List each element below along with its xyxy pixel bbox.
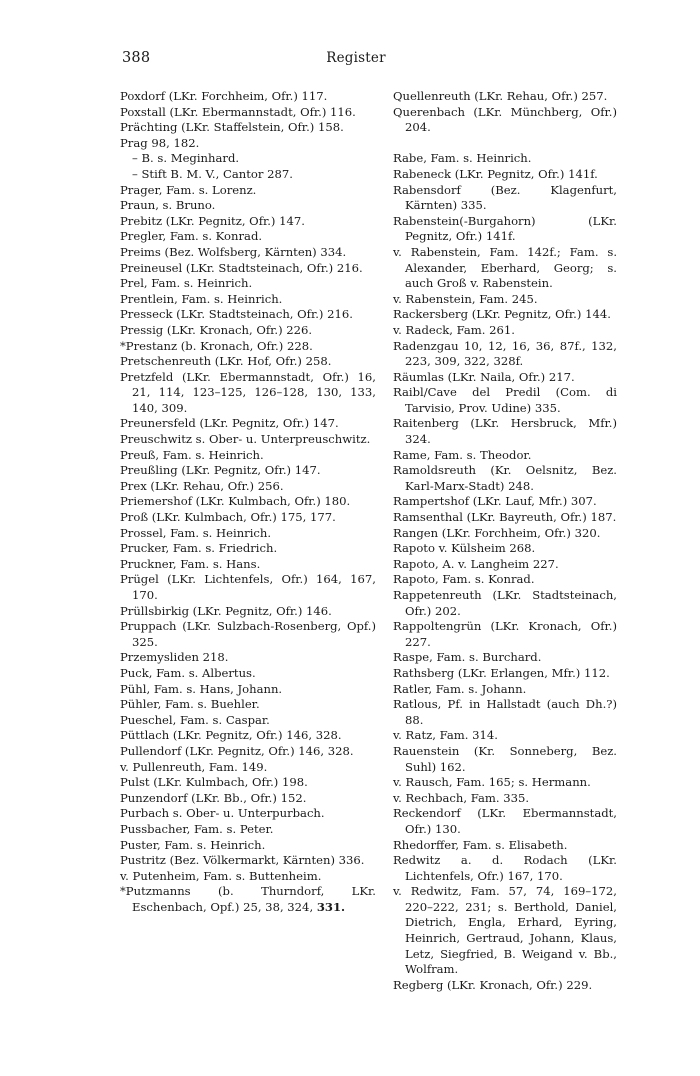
- index-entry: Prucker, Fam. s. Friedrich.: [120, 541, 278, 556]
- running-head: Register: [326, 50, 386, 66]
- index-entry: Prentlein, Fam. s. Heinrich.: [120, 291, 283, 306]
- index-entry: Reckendorf (LKr. Ebermannstadt, Ofr.) 130.: [393, 806, 617, 836]
- index-entry: v. Rechbach, Fam. 335.: [393, 790, 530, 805]
- index-entry: Prossel, Fam. s. Heinrich.: [120, 525, 272, 540]
- index-entry: Przemysliden 218.: [120, 650, 229, 665]
- index-entry-text: *Putzmanns (b. Thurndorf, LKr. Eschenbach, Opf.) 25, 38, 324,: [120, 884, 376, 914]
- page-number: 388: [122, 50, 151, 66]
- index-subentry: – B. s. Meginhard.: [132, 151, 240, 166]
- index-entry: Rabensdorf (Bez. Klagenfurt, Kärnten) 335.: [393, 182, 617, 213]
- index-entry: Rapoto, Fam. s. Konrad.: [393, 572, 535, 587]
- index-entry: Räumlas (LKr. Naila, Ofr.) 217.: [393, 369, 575, 384]
- index-entry: Pressig (LKr. Kronach, Ofr.) 226.: [120, 322, 313, 337]
- index-entry: Raitenberg (LKr. Hersbruck, Mfr.) 324.: [393, 416, 617, 447]
- index-entry: Prüllsbirkig (LKr. Pegnitz, Ofr.) 146.: [120, 603, 332, 618]
- index-entry: Preuß, Fam. s. Heinrich.: [120, 447, 264, 462]
- index-entry: v. Ratz, Fam. 314.: [393, 728, 498, 743]
- index-entry: Puck, Fam. s. Albertus.: [120, 665, 256, 680]
- index-entry: Prex (LKr. Rehau, Ofr.) 256.: [120, 478, 284, 493]
- page-header: [122, 50, 590, 70]
- index-entry: Pregler, Fam. s. Konrad.: [120, 229, 263, 244]
- index-entry: Rappetenreuth (LKr. Stadtsteinach, Ofr.) 202.: [393, 588, 617, 618]
- index-entry: Rackersberg (LKr. Pegnitz, Ofr.) 144.: [393, 307, 611, 322]
- index-entry: Regberg (LKr. Kronach, Ofr.) 229.: [393, 977, 593, 992]
- index-entry: v. Rausch, Fam. 165; s. Hermann.: [393, 775, 591, 790]
- index-entry: Pretzfeld (LKr. Ebermannstadt, Ofr.) 16, 21, 114, 123–125, 126–128, 130, 133, 140, 309.: [120, 369, 376, 415]
- index-entry: Rappoltengrün (LKr. Kronach, Ofr.) 227.: [393, 619, 617, 649]
- index-entry: Prager, Fam. s. Lorenz.: [120, 182, 257, 197]
- index-entry: Puster, Fam. s. Heinrich.: [120, 837, 266, 852]
- index-entry: Rame, Fam. s. Theodor.: [393, 447, 532, 462]
- index-entry: Preunersfeld (LKr. Pegnitz, Ofr.) 147.: [120, 416, 339, 431]
- index-column-right: [393, 89, 617, 993]
- index-entry: Ramsenthal (LKr. Bayreuth, Ofr.) 187.: [393, 510, 617, 525]
- index-entry: Prel, Fam. s. Heinrich.: [120, 276, 253, 291]
- index-entry: Poxstall (LKr. Ebermannstadt, Ofr.) 116.: [120, 104, 356, 119]
- index-entry: *Prestanz (b. Kronach, Ofr.) 228.: [120, 338, 313, 353]
- index-entry: Querenbach (LKr. Münchberg, Ofr.) 204.: [393, 104, 617, 135]
- index-entry: Prächting (LKr. Staffelstein, Ofr.) 158.: [120, 120, 344, 135]
- index-entry: Ratler, Fam. s. Johann.: [393, 681, 527, 696]
- index-entry-bold-page: 331.: [316, 899, 346, 914]
- index-entry: Ramoldsreuth (Kr. Oelsnitz, Bez. Karl-Marx-Stadt) 248.: [393, 463, 617, 493]
- index-entry: Pruppach (LKr. Sulzbach-Rosenberg, Opf.) 325.: [120, 619, 376, 649]
- index-entry: Rathsberg (LKr. Erlangen, Mfr.) 112.: [393, 665, 610, 680]
- index-entry: Pussbacher, Fam. s. Peter.: [120, 821, 274, 836]
- index-entry: Preußling (LKr. Pegnitz, Ofr.) 147.: [120, 463, 321, 478]
- index-entry: Preims (Bez. Wolfsberg, Kärnten) 334.: [120, 244, 347, 259]
- index-entry-putzmanns: [120, 884, 376, 915]
- index-entry: v. Radeck, Fam. 261.: [393, 322, 515, 337]
- index-entry: Pühl, Fam. s. Hans, Johann.: [120, 681, 283, 696]
- index-entry: Proß (LKr. Kulmbach, Ofr.) 175, 177.: [120, 510, 336, 525]
- index-entry: Rampertshof (LKr. Lauf, Mfr.) 307.: [393, 494, 597, 509]
- index-entry: Pruckner, Fam. s. Hans.: [120, 556, 261, 571]
- index-entry: Pühler, Fam. s. Buehler.: [120, 697, 260, 712]
- index-entry: Preineusel (LKr. Stadtsteinach, Ofr.) 216.: [120, 260, 363, 275]
- index-entry: Rabenstein(-Burgahorn) (LKr. Pegnitz, Ofr.) 141f.: [393, 213, 617, 244]
- index-entry: Radenzgau 10, 12, 16, 36, 87f., 132, 223, 309, 322, 328f.: [393, 338, 617, 369]
- index-entry: Prebitz (LKr. Pegnitz, Ofr.) 147.: [120, 213, 305, 228]
- index-entry: Preuschwitz s. Ober- u. Unterpreuschwitz.: [120, 432, 371, 447]
- index-entry: Pulst (LKr. Kulmbach, Ofr.) 198.: [120, 775, 308, 790]
- index-entry: Ratlous, Pf. in Hallstadt (auch Dh.?) 88.: [393, 697, 617, 727]
- index-entry: Rangen (LKr. Forchheim, Ofr.) 320.: [393, 525, 601, 540]
- index-entry: Presseck (LKr. Stadtsteinach, Ofr.) 216.: [120, 307, 353, 322]
- index-entry: Purbach s. Ober- u. Unterpurbach.: [120, 806, 325, 821]
- index-entry: Püttlach (LKr. Pegnitz, Ofr.) 146, 328.: [120, 728, 342, 743]
- index-entry: Prag 98, 182.: [120, 135, 200, 150]
- index-entry: Pueschel, Fam. s. Caspar.: [120, 712, 270, 727]
- index-entry: Rabeneck (LKr. Pegnitz, Ofr.) 141f.: [393, 166, 598, 181]
- index-entry: Priemershof (LKr. Kulmbach, Ofr.) 180.: [120, 494, 351, 509]
- index-column-left: [120, 89, 376, 915]
- index-entry: v. Pullenreuth, Fam. 149.: [120, 759, 268, 774]
- index-entry: Praun, s. Bruno.: [120, 198, 216, 213]
- index-entry: Raspe, Fam. s. Burchard.: [393, 650, 542, 665]
- index-entry: Pretschenreuth (LKr. Hof, Ofr.) 258.: [120, 354, 332, 369]
- index-entry: Punzendorf (LKr. Bb., Ofr.) 152.: [120, 790, 307, 805]
- index-entry: v. Putenheim, Fam. s. Buttenheim.: [120, 868, 322, 883]
- index-entry: v. Rabenstein, Fam. 142f.; Fam. s. Alexander, Eberhard, Georg; s. auch Groß v. Rabenstein.: [393, 244, 617, 291]
- index-entry: Quellenreuth (LKr. Rehau, Ofr.) 257.: [393, 89, 608, 103]
- index-entry: Rapoto v. Külsheim 268.: [393, 541, 536, 556]
- index-entry: Pustritz (Bez. Völkermarkt, Kärnten) 336.: [120, 853, 365, 868]
- index-entry: Poxdorf (LKr. Forchheim, Ofr.) 117.: [120, 89, 328, 103]
- index-subentry: – Stift B. M. V., Cantor 287.: [132, 166, 293, 181]
- index-entry: Rapoto, A. v. Langheim 227.: [393, 556, 559, 571]
- index-entry: Rabe, Fam. s. Heinrich.: [393, 151, 532, 166]
- index-entry: Raibl/Cave del Predil (Com. di Tarvisio, Prov. Udine) 335.: [393, 385, 617, 415]
- index-entry: Rhedorffer, Fam. s. Elisabeth.: [393, 837, 568, 852]
- index-entry: Prügel (LKr. Lichtenfels, Ofr.) 164, 167, 170.: [120, 572, 376, 602]
- index-entry: Redwitz a. d. Rodach (LKr. Lichtenfels, Ofr.) 167, 170.: [393, 853, 617, 883]
- index-entry: Pullendorf (LKr. Pegnitz, Ofr.) 146, 328.: [120, 743, 354, 758]
- index-entry: v. Redwitz, Fam. 57, 74, 169–172, 220–222, 231; s. Berthold, Daniel, Dietrich, Engla, Erhard, Eyring, Heinrich, Gertraud, Johann, Klaus, Letz, Siegfried, B. Weigand v. Bb., Wolfram.: [393, 884, 617, 977]
- index-entry: v. Rabenstein, Fam. 245.: [393, 291, 538, 306]
- index-entry: Rauenstein (Kr. Sonneberg, Bez. Suhl) 162.: [393, 743, 617, 774]
